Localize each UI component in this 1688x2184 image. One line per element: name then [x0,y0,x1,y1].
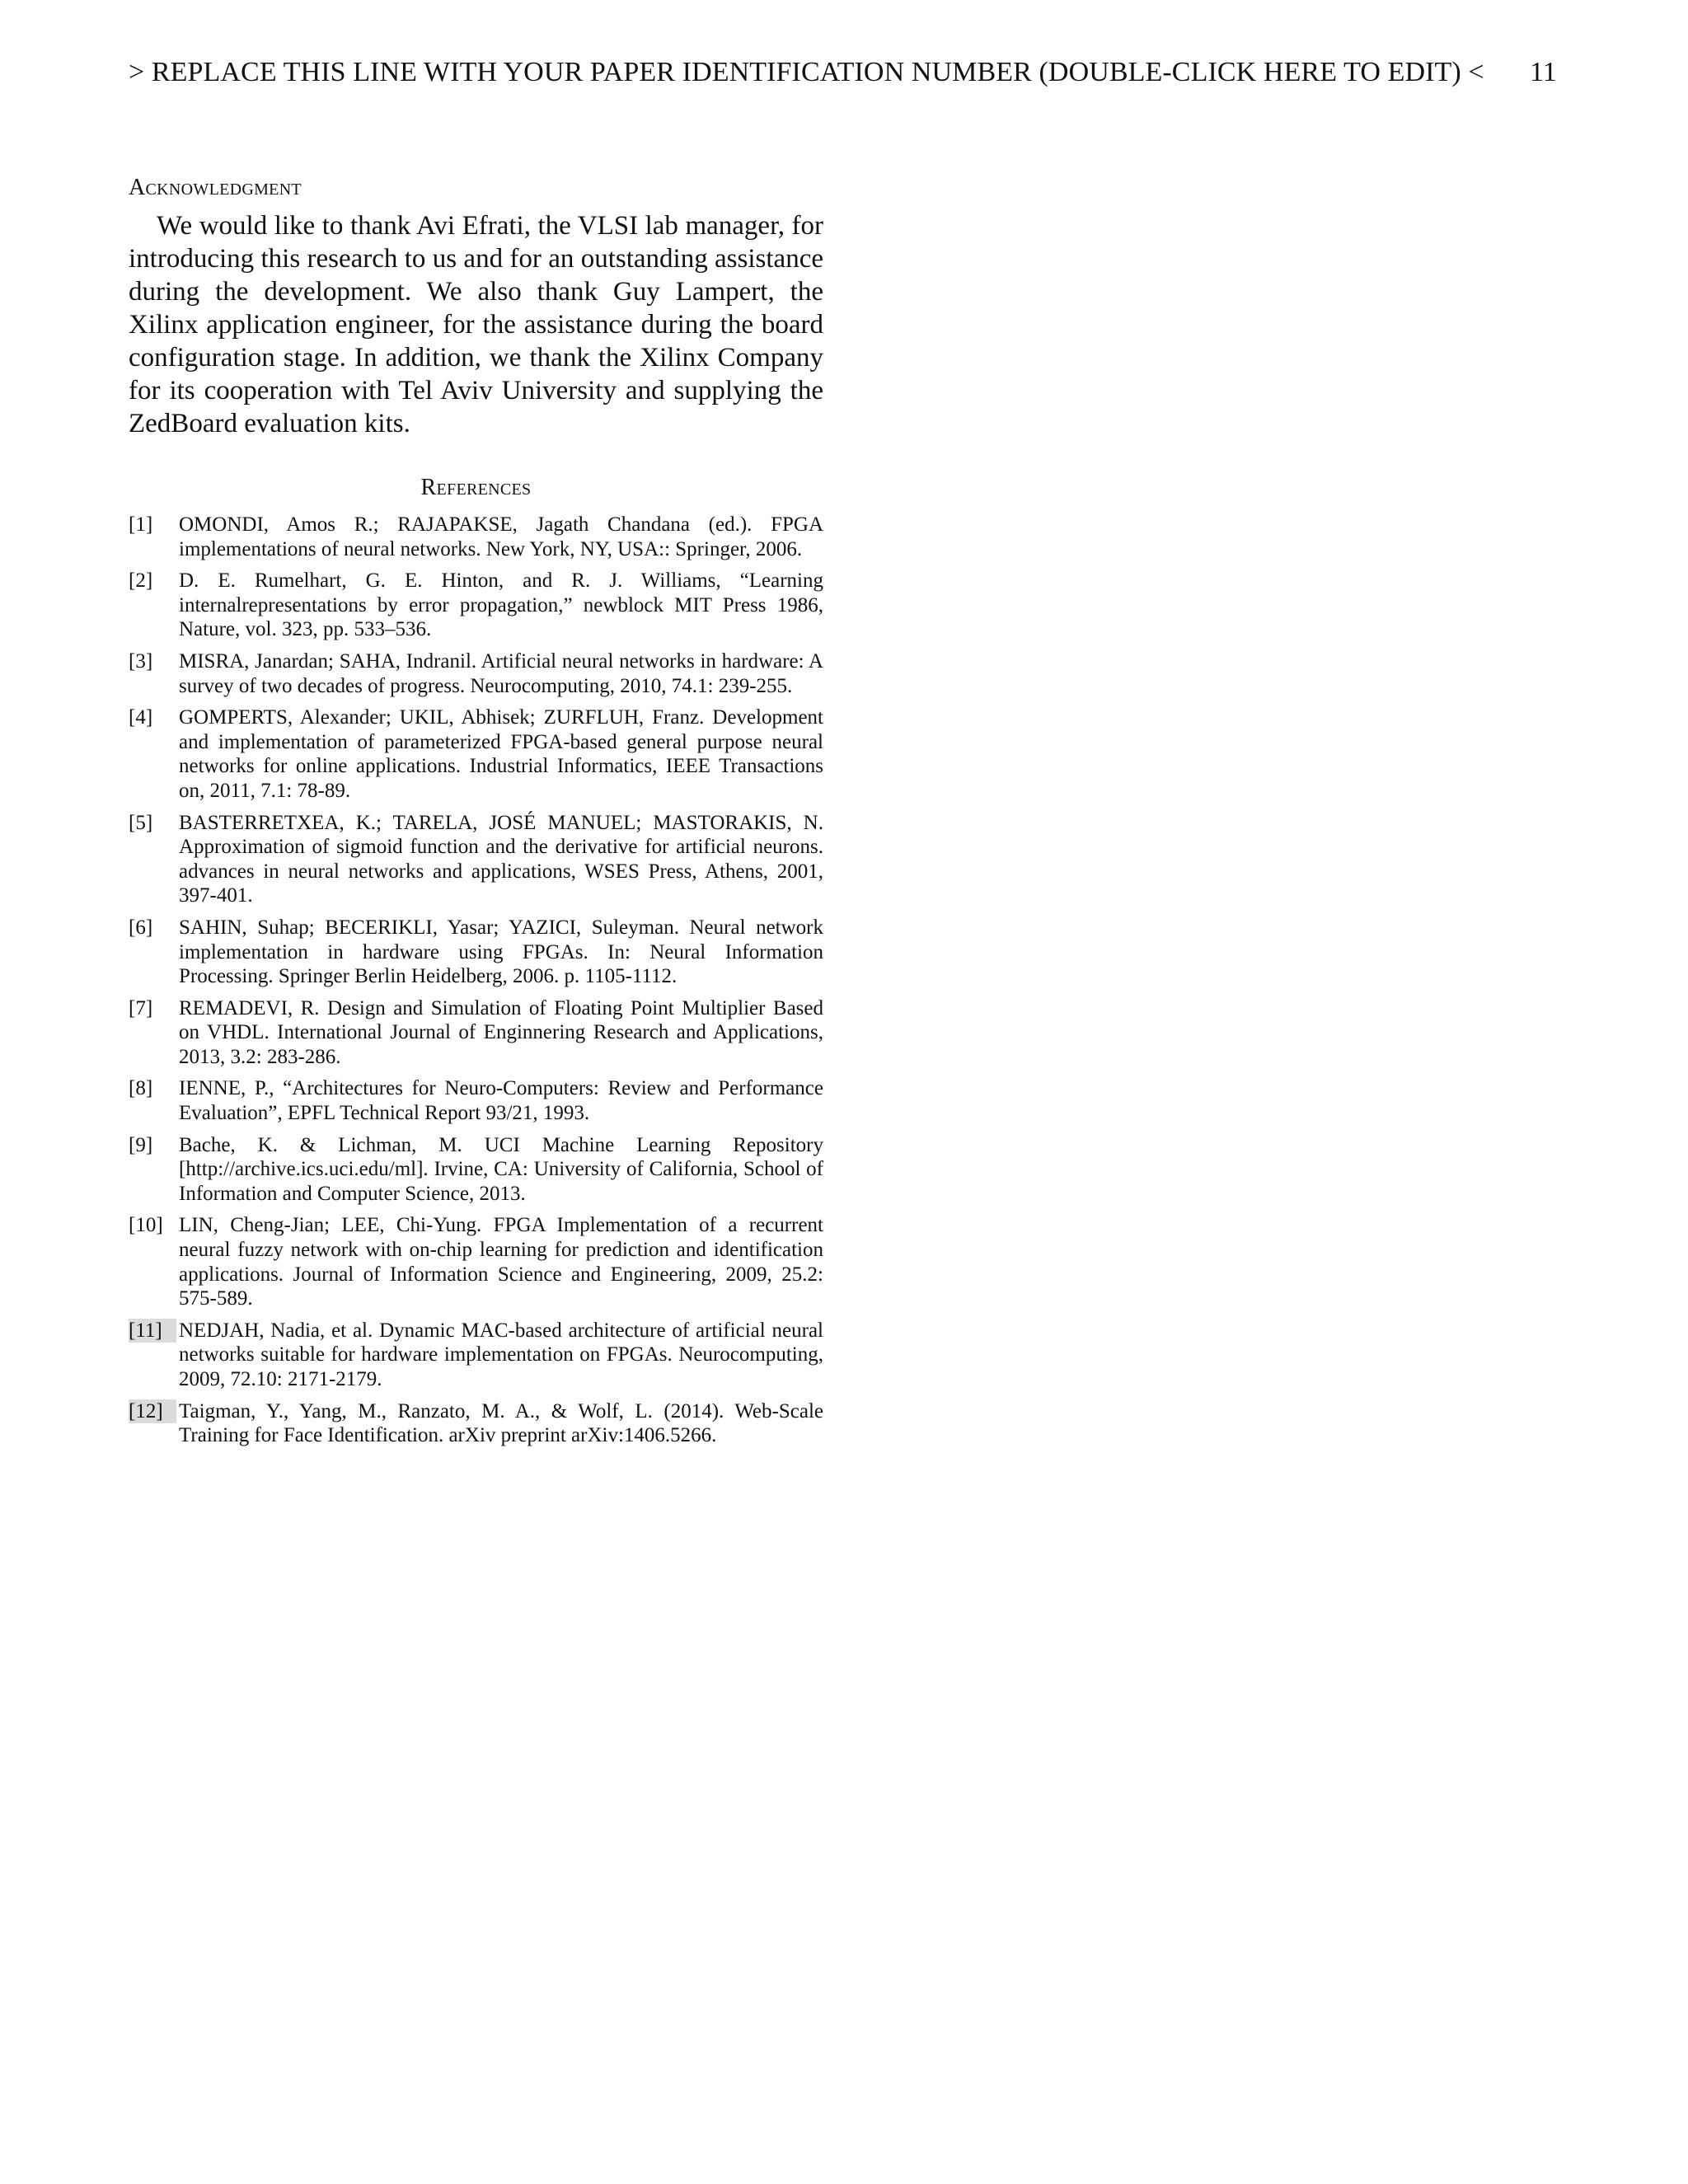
reference-text: NEDJAH, Nadia, et al. Dynamic MAC-based architecture of artificial neural networks suitable for hardware implementation on FPGAs. Neurocomputing, 2009, 72.10: 2171-2179. [179,1319,823,1390]
reference-list [129,513,823,1448]
references-heading: References [420,475,532,500]
reference-item [129,1319,823,1392]
reference-number: [6] [129,916,153,939]
reference-number: [5] [129,811,153,834]
reference-item [129,513,823,561]
reference-text: GOMPERTS, Alexander; UKIL, Abhisek; ZURFLUH, Franz. Development and implementation of parameterized FPGA-based general purpose neural networks for online applications. Industrial Informatics, IEEE Transactions on, 2011, 7.1: 78-89. [179,706,823,802]
reference-item [129,569,823,642]
left-column [129,173,823,1455]
reference-number: [2] [129,569,153,593]
reference-text: Taigman, Y., Yang, M., Ranzato, M. A., & Wolf, L. (2014). Web-Scale Training for Face Identification. arXiv preprint arXiv:1406.5266. [179,1399,823,1447]
reference-item [129,996,823,1070]
reference-number: [3] [129,649,153,673]
running-header: > REPLACE THIS LINE WITH YOUR PAPER IDENTIFICATION NUMBER (DOUBLE-CLICK HERE TO EDIT) < [129,57,1484,87]
reference-text: BASTERRETXEA, K.; TARELA, JOSÉ MANUEL; MASTORAKIS, N. Approximation of sigmoid function and the derivative for artificial neurons. advances in neural networks and applications, WSES Press, Athens, 2001, 397-401. [179,811,823,907]
reference-text: REMADEVI, R. Design and Simulation of Floating Point Multiplier Based on VHDL. International Journal of Enginnering Research and Applications, 2013, 3.2: 283-286. [179,996,823,1068]
reference-item [129,649,823,698]
acknowledgment-body: We would like to thank Avi Efrati, the VLSI lab manager, for introducing this research to us and for an outstanding assistance during the development. We also thank Guy Lampert, the Xilinx application engineer, for the assistance during the board configuration stage. In addition, we thank the Xilinx Company for its cooperation with Tel Aviv University and supplying the ZedBoard evaluation kits. [129,211,823,438]
reference-number: [1] [129,513,153,536]
reference-number: [8] [129,1077,153,1100]
reference-text: OMONDI, Amos R.; RAJAPAKSE, Jagath Chandana (ed.). FPGA implementations of neural networks. New York, NY, USA:: Springer, 2006. [179,513,823,560]
reference-item [129,1213,823,1310]
reference-number: [10] [129,1214,163,1237]
reference-item [129,1399,823,1448]
reference-number-highlighted: [11] [129,1319,176,1343]
acknowledgment-heading: Acknowledgment [129,175,302,200]
reference-item [129,916,823,989]
reference-number: [9] [129,1133,153,1156]
reference-number: [4] [129,706,153,729]
reference-item [129,1133,823,1207]
reference-text: MISRA, Janardan; SAHA, Indranil. Artificial neural networks in hardware: A survey of two decades of progress. Neurocomputing, 2010, 74.1: 239-255. [179,649,823,697]
reference-text: Bache, K. & Lichman, M. UCI Machine Learning Repository [http://archive.ics.uci.edu/ml]. Irvine, CA: University of California, School of Information and Computer Science, 2013. [179,1133,823,1205]
reference-number: [7] [129,996,153,1019]
reference-number-highlighted: [12] [129,1399,176,1424]
reference-item [129,1076,823,1125]
reference-item [129,811,823,908]
page-number: 11 [1530,57,1557,87]
reference-text: LIN, Cheng-Jian; LEE, Chi-Yung. FPGA Implementation of a recurrent neural fuzzy network with on-chip learning for prediction and identification applications. Journal of Information Science and Engineering, 2009, 25.2: 575-589. [179,1214,823,1310]
reference-text: D. E. Rumelhart, G. E. Hinton, and R. J. Williams, “Learning internalrepresentations by error propagation,” newblock MIT Press 1986, Nature, vol. 323, pp. 533–536. [179,569,823,641]
reference-text: SAHIN, Suhap; BECERIKLI, Yasar; YAZICI, Suleyman. Neural network implementation in hardware using FPGAs. In: Neural Information Processing. Springer Berlin Heidelberg, 2006. p. 1105-1112. [179,916,823,988]
reference-text: IENNE, P., “Architectures for Neuro-Computers: Review and Performance Evaluation”, EPFL Technical Report 93/21, 1993. [179,1077,823,1125]
reference-item [129,705,823,803]
